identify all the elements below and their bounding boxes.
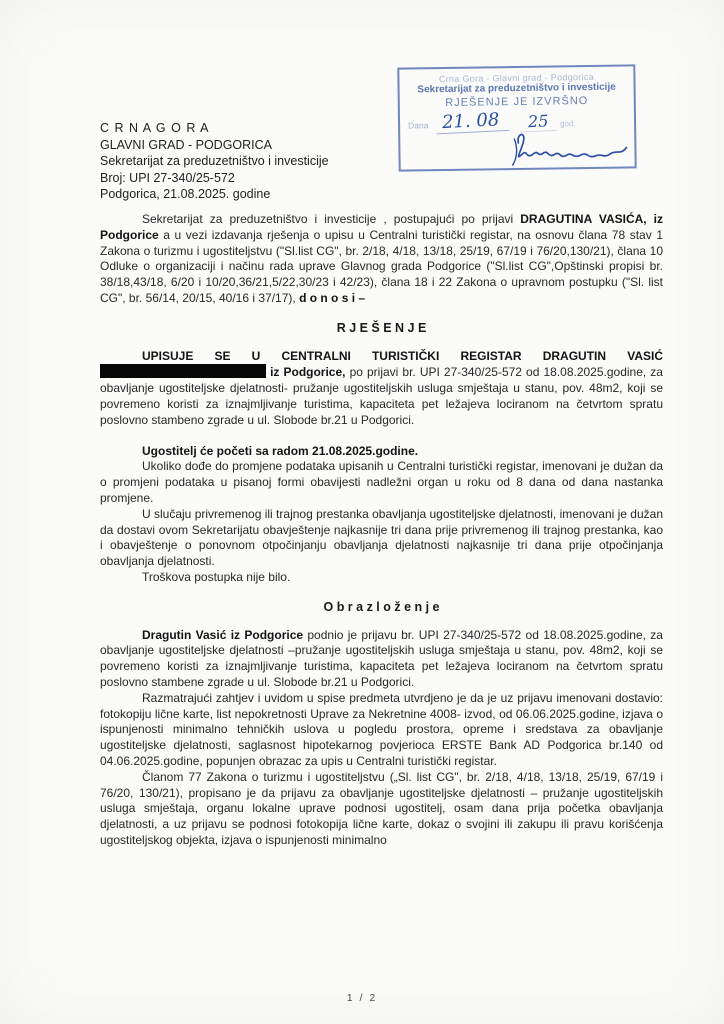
explanation-paragraph-1	[100, 628, 663, 691]
letterhead-country: C R N A G O R A	[100, 121, 210, 135]
intro-paragraph	[100, 212, 663, 307]
stamp-status-text: RJEŠENJE JE IZVRŠNO	[445, 95, 589, 109]
stamp-year-suffix: god.	[559, 119, 576, 129]
page-number: 1 / 2	[346, 992, 378, 1004]
letterhead-place-date: Podgorica, 21.08.2025. godine	[100, 187, 271, 201]
change-notice-paragraph: Ukoliko dođe do promjene podataka upisanih u Centralni turistički registar, imenovani je dužan da o promjeni podataka u pisanoj formi obavijesti nadležni organ u roku od 8 dana od dana nastanka promjene.	[100, 459, 663, 505]
costs-line: Troškova postupka nije bilo.	[142, 569, 291, 584]
document-body	[100, 212, 663, 849]
operative-text: po prijavi br. UPI 27-340/25-572 od 18.08.2025.godine, za obavljanje ugostiteljske djelatnosti- pružanje ugostiteljskih usluga smještaja u stanu, pov. 48m2, koji se povremeno koristi za iznajmljivanje turistima, kapaciteta pet ležajeva lociranom na četvrtom spratu poslovno stambeno zgrade u ul. Slobode br.21 u Podgorici.	[100, 365, 663, 427]
explanation-p1-text: podnio je prijavu br. UPI 27-340/25-572 od 18.08.2025.godine, za obavljanje ugostiteljske djelatnosti –pružanje ugostiteljskih usluga smještaja u stanu, pov. 48m2, koji se povremeno koristi za iznajmljivanje turistima, kapaciteta pet ležajeva lociranom na četvrtom spratu poslovno stambene zgrade u ul. Slobode br.21 u Podgorici.	[100, 627, 663, 689]
start-work-line	[100, 444, 663, 460]
execution-stamp	[397, 64, 636, 171]
letterhead-department: Sekretarijat za preduzetništvo i investicije	[100, 154, 329, 168]
decision-heading: R J E Š E N J E	[336, 320, 427, 335]
start-work-bold: Ugostitelj će početi sa radom 21.08.2025.godine.	[142, 443, 419, 458]
explanation-heading: O b r a z l o ž e n j e	[323, 599, 440, 614]
stamp-date-label: Dana	[408, 120, 429, 131]
letterhead-city: GLAVNI GRAD - PODGORICA	[100, 137, 273, 152]
letterhead-case-number: Broj: UPI 27-340/25-572	[100, 170, 235, 185]
operative-bold-city: iz Podgorice,	[266, 365, 350, 380]
intro-text-pre: Sekretarijat za preduzetništvo i investicije , postupajući po prijavi	[142, 212, 521, 226]
intro-text-post: a u vezi izdavanja rješenja o upisu u Centralni turistički registar, na osnovu člana 78 stav 1 Zakona o turizmu i ugostiteljstvu ("Sl.list CG", br. 2/18, 4/18, 13/18, 25/19, 67/19 i 76/20,130/21), člana 10 Odluke o organizaciji i načinu rada uprave Glavnog grada Podgorice ("Sl.list CG",Opštinski propisi br. 38/18,43/18, 6/20 i 10/20,36/21,5/22,30/23 i 42/23), člana 18 i 22 Zakona o upravnom postupku ("Sl. list CG", br. 56/14, 20/15, 40/16 i 37/17),	[100, 227, 663, 305]
redacted-personal-data-bar	[100, 364, 266, 378]
letterhead	[100, 120, 329, 203]
explanation-paragraph-3: Članom 77 Zakona o turizmu i ugostiteljstvu („Sl. list CG", br. 2/18, 4/18, 13/18, 25/19, 67/19 i 76/20, 130/21), propisano je da prijavu za obavljanje ugostiteljske djelatnosti – pružanje ugostiteljskih usluga smještaja, organu lokalne uprave podnosi ugostitelj, osam dana prija početka obavljanja djelatnosti, a uz prijavu se podnosi fotokopija lične karte, dokaz o svojini ili zakupu ili pravu korišćenja ugostiteljskog objekta, izjava o ispunjenosti minimalno	[100, 769, 663, 847]
operative-paragraph	[100, 349, 663, 429]
explanation-applicant-bold: Dragutin Vasić iz Podgorice	[142, 627, 304, 642]
signature-handwriting-icon	[504, 127, 633, 186]
explanation-paragraph-2: Razmatrajući zahtjev i uvidom u spise predmeta utvrdjeno je da je uz prijavu imenovani dostavio: fotokopiju lične karte, list nepokretnosti Uprave za Nekretnine 4008- izvod, od 06.06.2025.godine, izjava o ispunjenosti minimalno tehničkih uslova u pogledu prostora, opreme i sredstava za obavljanje ugostiteljske djelatnosti, saglasnost hipotekarnog povjerioca ERSTE Bank AD Podgorica br.140 od 04.06.2025.godine, popunjen obrazac za upis u Centralni turistički registar.	[100, 690, 663, 768]
stamp-handwritten-year: 25	[519, 111, 556, 133]
stamp-org-line2: Sekretarijat za preduzetništvo i investicije	[417, 81, 616, 96]
cessation-paragraph: U slučaju privremenog ili trajnog prestanka obavljanja ugostiteljske djelatnosti, imenovani je dužan da dostavi ovom Sekretarijatu obavještenje najkasnije tri dana prije privremenog ili trajnog prestanka, kao i obavještenje o ponovnom otpočinjanju obavljanja djelatnosti najkasnije tri dana prije otpočinjanja obavljanja djelatnosti.	[100, 506, 663, 569]
stamp-org-line1: Crna Gora - Glavni grad - Podgorica	[438, 71, 595, 85]
stamp-handwritten-date: 21. 08	[436, 109, 510, 135]
operative-bold-lead: UPISUJE SE U CENTRALNI TURISTIČKI REGISTAR DRAGUTIN VASIĆ	[142, 348, 663, 363]
donosi-bold: d o n o s i –	[299, 290, 366, 305]
applicant-name-bold: DRAGUTINA VASIĆA, iz Podgorice	[100, 212, 663, 242]
